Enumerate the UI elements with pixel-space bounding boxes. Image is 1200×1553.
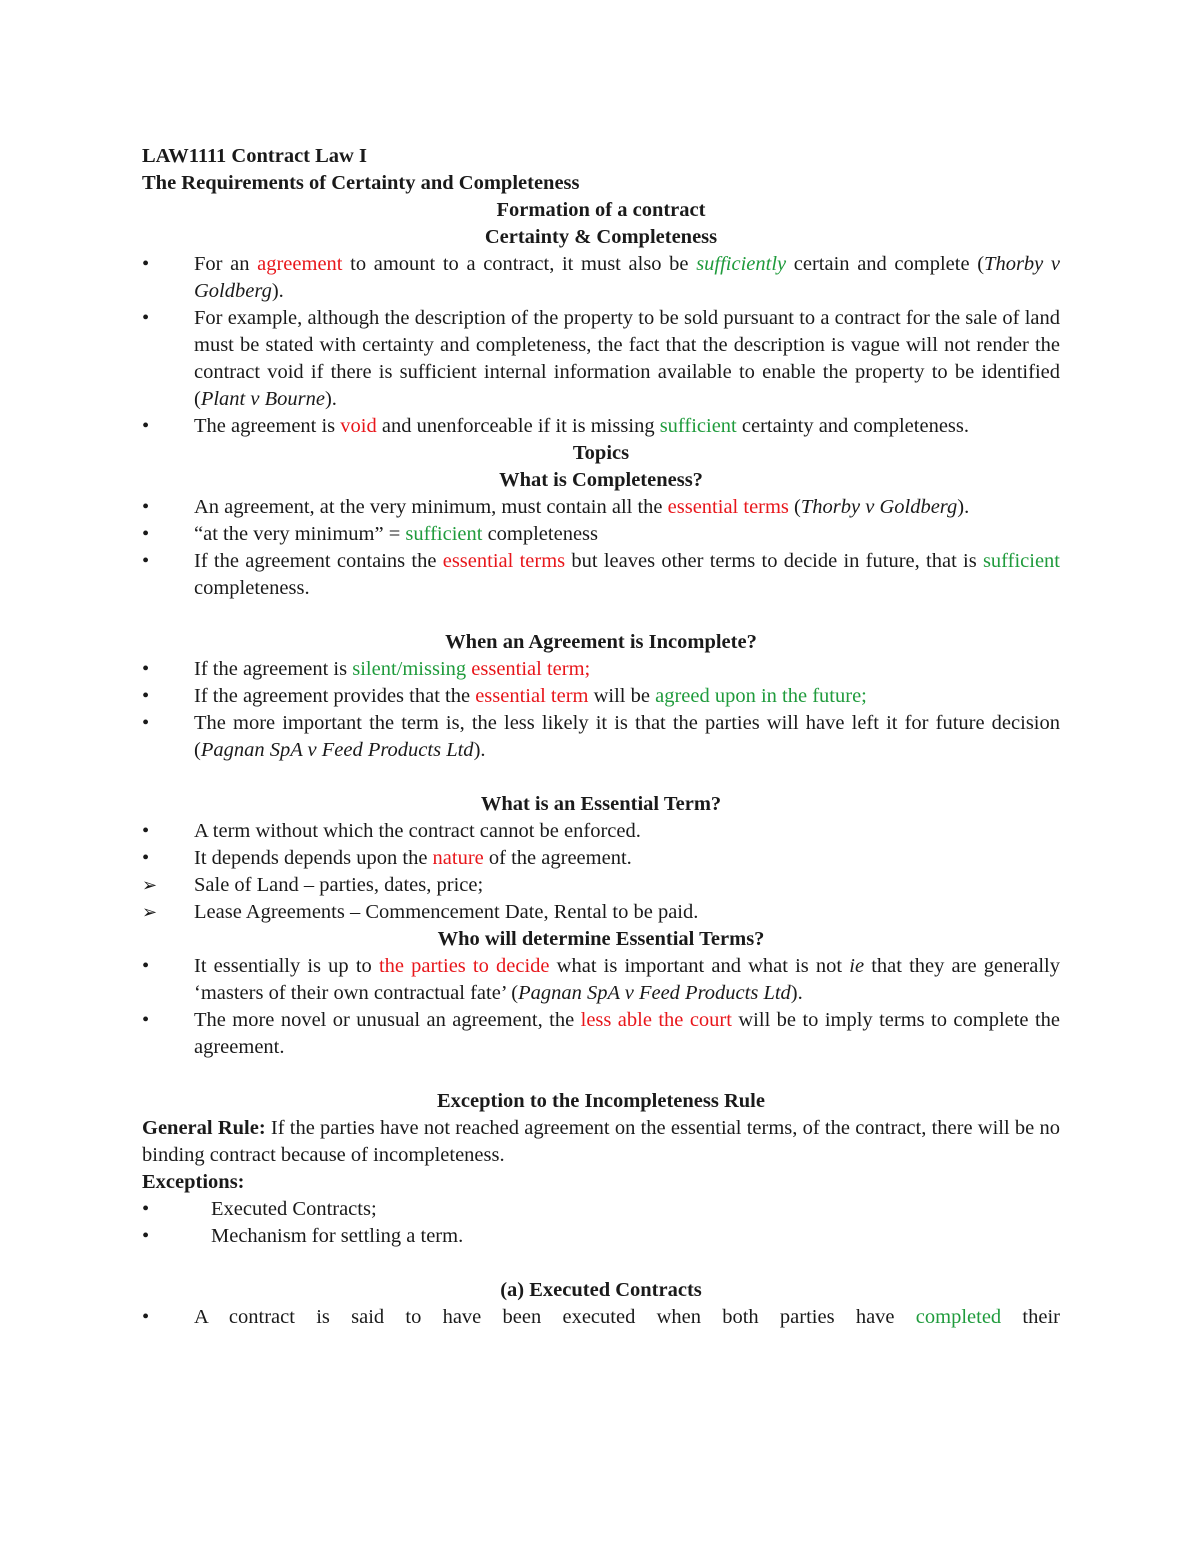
text-run: ). [790,982,803,1004]
section-heading-determine: Who will determine Essential Terms? [437,928,765,950]
text-run: A contract is said to have been executed when both parties have [194,1306,916,1328]
bullet-marker: • [142,1198,150,1220]
list-item [142,845,1060,872]
bullet-marker: • [142,307,150,329]
list-item [142,683,1060,710]
text-run: For an [194,253,258,275]
text-run: certain and complete ( [786,253,985,275]
case-citation: Thorby v Goldberg [194,253,1061,302]
list-item [142,872,1060,899]
highlight-green: sufficient [405,523,483,545]
bullet-marker: • [142,496,150,518]
text-run: The more novel or unusual an agreement, the [194,1009,581,1031]
section-heading-executed: (a) Executed Contracts [500,1279,702,1301]
highlight-green: sufficient [659,415,737,437]
text-run: of the agreement. [483,847,632,869]
highlight-red: less able the court [580,1009,732,1031]
list-item [142,305,1060,413]
highlight-red: essential term [475,685,589,707]
highlight-red: essential terms [667,496,789,518]
text-run: their [1001,1306,1060,1328]
highlight-red: the parties to decide [378,955,550,977]
spacer [142,1250,1060,1277]
bullet-marker: • [142,712,150,734]
list-item [142,1007,1060,1061]
text-run: to amount to a contract, it must also be [342,253,697,275]
text-run: It essentially is up to [194,955,379,977]
section-heading-exception: Exception to the Incompleteness Rule [437,1090,765,1112]
arrow-bullet-icon: ➢ [142,902,158,922]
bullet-marker: • [142,820,150,842]
text-run: If the agreement provides that the [194,685,476,707]
list-item [142,1304,1060,1331]
bullet-marker: • [142,253,150,275]
text-run: completeness [482,523,599,545]
list-item [142,899,1060,926]
text-run: ). [473,739,486,761]
bullet-marker: • [142,658,150,680]
text-run: Lease Agreements – Commencement Date, Rental to be paid. [194,901,699,923]
highlight-green: sufficient [982,550,1060,572]
section-heading-essential-term: What is an Essential Term? [480,793,722,815]
case-citation: Pagnan SpA v Feed Products Ltd [518,982,791,1004]
case-citation: Plant v Bourne [200,388,325,410]
list-item [142,494,1060,521]
text-run: ). [957,496,970,518]
section-heading-formation: Formation of a contract [496,199,706,221]
text-run: A term without which the contract cannot be enforced. [194,820,641,842]
text-run: Executed Contracts; [211,1198,377,1220]
text-run: that they are generally ‘masters of their own contractual fate’ ( [194,955,1060,1004]
spacer [142,602,1060,629]
highlight-green: completed [915,1306,1002,1328]
bullet-marker: • [142,685,150,707]
text-run: “at the very minimum” = [194,523,406,545]
text-run-italic: ie [849,955,865,977]
document-page [142,143,1060,1331]
list-item [142,818,1060,845]
bullet-marker: • [142,847,150,869]
text-run: It depends depends upon the [194,847,433,869]
highlight-green: sufficiently [696,253,787,275]
section-heading-completeness: What is Completeness? [499,469,703,491]
section-heading-certainty: Certainty & Completeness [484,226,718,248]
list-item [142,1223,1060,1250]
highlight-red: essential term; [471,658,591,680]
highlight-red: agreement [257,253,343,275]
text-run: completeness. [194,577,310,599]
text-run: If the agreement contains the [194,550,443,572]
text-run: what is important and what is not [549,955,850,977]
bullet-marker: • [142,1306,150,1328]
highlight-green: silent/missing [352,658,467,680]
highlight-red: void [340,415,377,437]
text-run: Mechanism for settling a term. [211,1225,464,1247]
bullet-marker: • [142,415,150,437]
list-item [142,1196,1060,1223]
text-run: For example, although the description of the property to be sold pursuant to a contract for the sale of land must be stated with certainty and completeness, the fact that the description is vague will not render the contract void if there is sufficient internal information available to enable the property to be identified ( [194,307,1060,410]
list-item [142,251,1060,305]
spacer [142,1061,1060,1088]
section-heading-incomplete: When an Agreement is Incomplete? [445,631,757,653]
text-run: and unenforceable if it is missing [376,415,660,437]
highlight-red: nature [432,847,484,869]
list-item [142,521,1060,548]
text-run: If the agreement is [194,658,353,680]
highlight-green: agreed upon in the future; [655,685,867,707]
course-title: LAW1111 Contract Law I [142,145,367,167]
bullet-marker: • [142,1225,150,1247]
text-run: will be to imply terms to complete the agreement. [194,1009,1060,1058]
list-item [142,656,1060,683]
text-run: will be [588,685,656,707]
text-run: If the parties have not reached agreement on the essential terms, of the contract, there will be no binding contract because of incompleteness. [142,1117,1060,1166]
bullet-marker: • [142,955,150,977]
highlight-red: essential terms [442,550,566,572]
bullet-marker: • [142,1009,150,1031]
text-run: The agreement is [194,415,341,437]
list-item [142,413,1060,440]
general-rule-label: General Rule: [142,1117,266,1139]
text-run: Sale of Land – parties, dates, price; [194,874,484,896]
text-run: An agreement, at the very minimum, must contain all the [194,496,668,518]
general-rule-paragraph [142,1115,1060,1169]
list-item [142,548,1060,602]
list-item [142,953,1060,1007]
text-run: ). [324,388,337,410]
exceptions-label: Exceptions: [142,1171,245,1193]
case-citation: Thorby v Goldberg [800,496,958,518]
arrow-bullet-icon: ➢ [142,875,158,895]
text-run: certainty and completeness. [736,415,969,437]
document-subtitle: The Requirements of Certainty and Completeness [142,172,580,194]
bullet-marker: • [142,523,150,545]
text-run: The more important the term is, the less likely it is that the parties will have left it for future decision ( [194,712,1060,761]
text-run: but leaves other terms to decide in future, that is [565,550,983,572]
section-heading-topics: Topics [572,442,630,464]
bullet-marker: • [142,550,150,572]
list-item [142,710,1060,764]
case-citation: Pagnan SpA v Feed Products Ltd [200,739,474,761]
text-run: ). [271,280,284,302]
spacer [142,764,1060,791]
text-run: ( [788,496,801,518]
